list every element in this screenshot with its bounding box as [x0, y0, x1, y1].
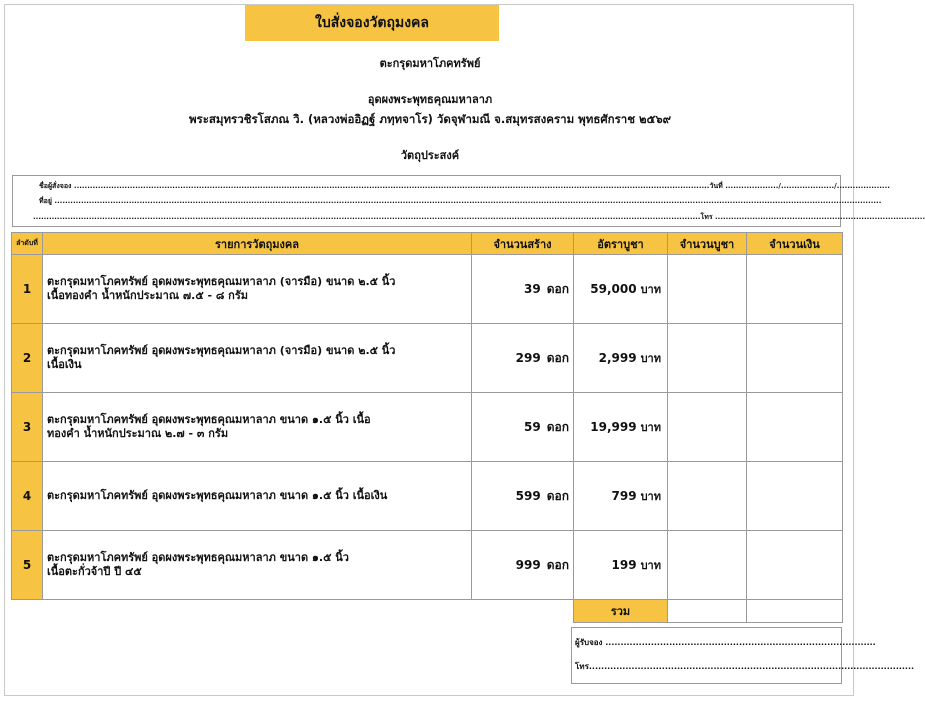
- amount-cell[interactable]: [747, 462, 843, 531]
- price-unit: บาท: [640, 490, 661, 503]
- table-row: [12, 324, 843, 393]
- quantity-ordered-cell[interactable]: [668, 255, 747, 324]
- quantity-value: 39: [524, 281, 541, 296]
- form-title: ใบสั่งจองวัตถุมงคล: [245, 5, 499, 41]
- quantity-value: 299: [515, 350, 541, 365]
- item-description: [43, 255, 472, 324]
- row-number: 1: [12, 255, 43, 324]
- address-phone-field[interactable]: ...........................................................................................................................................................................................................................................................โทร ...............................................................................: [33, 213, 925, 221]
- quantity-unit: ดอก: [546, 557, 569, 572]
- quantity-ordered-cell[interactable]: [668, 324, 747, 393]
- price-value: 59,000: [590, 282, 637, 296]
- quantity-made-cell: [472, 393, 574, 462]
- total-spacer: [12, 600, 43, 623]
- col-header-item: รายการวัตถุมงคล: [43, 233, 472, 255]
- price-cell: [574, 393, 668, 462]
- row-number: 4: [12, 462, 43, 531]
- item-description-line1: ตะกรุดมหาโภคทรัพย์ อุดผงพระพุทธคุณมหาลาภ ขนาด ๑.๕ นิ้ว เนื้อเงิน: [47, 489, 388, 502]
- quantity-made-cell: [472, 531, 574, 600]
- item-description-line1: ตะกรุดมหาโภคทรัพย์ อุดผงพระพุทธคุณมหาลาภ ขนาด ๑.๕ นิ้ว: [47, 551, 349, 564]
- quantity-ordered-cell[interactable]: [668, 462, 747, 531]
- address-field[interactable]: ที่อยู่ .......................................................................................................................................................................................................................................................................................................................: [39, 197, 882, 205]
- amount-cell[interactable]: [747, 324, 843, 393]
- item-description: [43, 393, 472, 462]
- item-description-line1: ตะกรุดมหาโภคทรัพย์ อุดผงพระพุทธคุณมหาลาภ ขนาด ๑.๕ นิ้ว เนื้อ: [47, 413, 371, 426]
- total-amount-cell[interactable]: [747, 600, 843, 623]
- total-label: รวม: [574, 600, 668, 623]
- total-quantity-cell[interactable]: [668, 600, 747, 623]
- receiver-phone-field[interactable]: โทร...........................................................................................................: [575, 662, 915, 671]
- item-subtitle-heading: อุดผงพระพุทธคุณมหาลาภ: [367, 93, 493, 106]
- table-header-row: [12, 233, 843, 255]
- quantity-ordered-cell[interactable]: [668, 531, 747, 600]
- quantity-made-cell: [472, 462, 574, 531]
- row-number: 2: [12, 324, 43, 393]
- item-description-line2: เนื้อทองคำ น้ำหนักประมาณ ๗.๕ - ๘ กรัม: [47, 289, 249, 302]
- price-cell: [574, 324, 668, 393]
- col-header-amount: จำนวนเงิน: [747, 233, 843, 255]
- item-description: [43, 531, 472, 600]
- col-header-quantity-made: จำนวนสร้าง: [472, 233, 574, 255]
- item-description-line2: ทองคำ น้ำหนักประมาณ ๒.๗ - ๓ กรัม: [47, 427, 229, 440]
- monk-temple-heading: พระสมุทรวชิรโสภณ วิ. (หลวงพ่ออิฏฐ์ ภทฺทจาโร) วัดจุฬามณี จ.สมุทรสงคราม พุทธศักราช ๒๕๖๙: [188, 112, 672, 126]
- quantity-unit: ดอก: [546, 419, 569, 434]
- price-value: 2,999: [598, 351, 637, 365]
- item-description: [43, 324, 472, 393]
- table-row: [12, 531, 843, 600]
- quantity-made-cell: [472, 255, 574, 324]
- orderer-name-date-field[interactable]: ชื่อผู้สั่งจอง ...............................................................................................................................................................................................................................................วันที่ ..................../..................../....................: [39, 182, 890, 190]
- receiver-name-field[interactable]: ผู้รับจอง .........................................................................................: [575, 638, 876, 647]
- price-value: 799: [611, 489, 637, 503]
- item-description-line2: เนื้อเงิน: [47, 358, 82, 371]
- item-description-line1: ตะกรุดมหาโภคทรัพย์ อุดผงพระพุทธคุณมหาลาภ (จารมือ) ขนาด ๒.๕ นิ้ว: [47, 344, 396, 357]
- purpose-heading: วัตถุประสงค์: [400, 149, 460, 162]
- price-unit: บาท: [640, 559, 661, 572]
- price-value: 199: [611, 558, 637, 572]
- quantity-value: 59: [524, 419, 541, 434]
- price-unit: บาท: [640, 352, 661, 365]
- quantity-unit: ดอก: [546, 281, 569, 296]
- quantity-unit: ดอก: [546, 488, 569, 503]
- total-row: [12, 600, 843, 623]
- item-description-line2: เนื้อตะกั่วจ้าปี ปี ๔๕: [47, 565, 142, 578]
- receiver-box: [571, 627, 915, 684]
- table-row: [12, 393, 843, 462]
- quantity-value: 999: [515, 557, 541, 572]
- order-table: [11, 232, 843, 623]
- item-description: [43, 462, 472, 531]
- row-number: 5: [12, 531, 43, 600]
- row-number: 3: [12, 393, 43, 462]
- table-row: [12, 255, 843, 324]
- price-cell: [574, 255, 668, 324]
- price-value: 19,999: [590, 420, 637, 434]
- col-header-number: ลำดับที่: [12, 233, 43, 255]
- price-cell: [574, 462, 668, 531]
- col-header-price: อัตราบูชา: [574, 233, 668, 255]
- item-description-line1: ตะกรุดมหาโภคทรัพย์ อุดผงพระพุทธคุณมหาลาภ (จารมือ) ขนาด ๒.๕ นิ้ว: [47, 275, 396, 288]
- table-row: [12, 462, 843, 531]
- orderer-info-box: [12, 175, 925, 227]
- amount-cell[interactable]: [747, 393, 843, 462]
- total-spacer: [43, 600, 472, 623]
- quantity-made-cell: [472, 324, 574, 393]
- quantity-ordered-cell[interactable]: [668, 393, 747, 462]
- quantity-value: 599: [515, 488, 541, 503]
- price-unit: บาท: [640, 283, 661, 296]
- total-spacer: [472, 600, 574, 623]
- col-header-quantity-ordered: จำนวนบูชา: [668, 233, 747, 255]
- item-name-heading: ตะกรุดมหาโภคทรัพย์: [379, 57, 481, 70]
- amount-cell[interactable]: [747, 255, 843, 324]
- amount-cell[interactable]: [747, 531, 843, 600]
- quantity-unit: ดอก: [546, 350, 569, 365]
- price-cell: [574, 531, 668, 600]
- price-unit: บาท: [640, 421, 661, 434]
